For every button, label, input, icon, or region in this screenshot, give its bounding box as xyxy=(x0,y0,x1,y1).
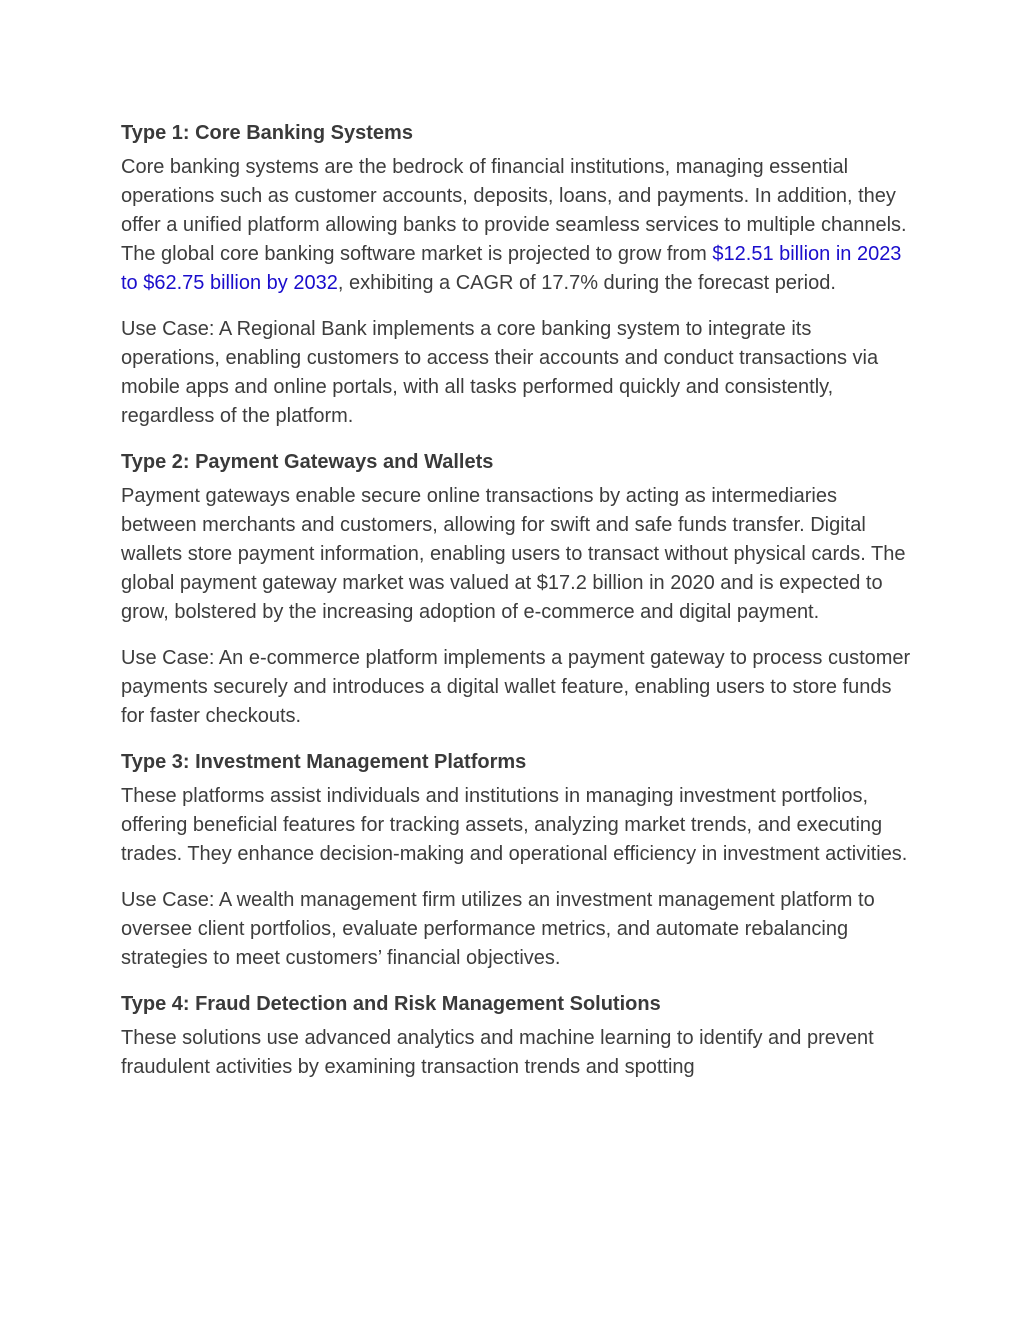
paragraph-text: , exhibiting a CAGR of 17.7% during the forecast period. xyxy=(337,272,836,294)
use-case-paragraph: Use Case: A wealth management firm utilizes an investment management platform to oversee client portfolios, evaluate performance metrics, and automate rebalancing strategies to meet customers’ financial objectives. xyxy=(121,889,875,969)
section-paragraph xyxy=(121,153,911,298)
section-heading: Type 1: Core Banking Systems xyxy=(121,122,413,144)
market-size-link[interactable]: $12.51 billion in 2023 to $62.75 billion by 2032 xyxy=(121,243,902,294)
document-page xyxy=(121,119,911,1099)
section-paragraph: Payment gateways enable secure online transactions by acting as intermediaries between merchants and customers, allowing for swift and safe funds transfer. Digital wallets store payment information, enabling users to transact without physical cards. The global payment gateway market was valued at $17.2 billion in 2020 and is expected to grow, bolstered by the increasing adoption of e-commerce and digital payment. xyxy=(121,485,906,623)
section-investment-management xyxy=(121,748,911,973)
section-paragraph: These platforms assist individuals and institutions in managing investment portfolios, offering beneficial features for tracking assets, analyzing market trends, and executing trades. They enhance decision-making and operational efficiency in investment activities. xyxy=(121,785,908,865)
section-heading: Type 2: Payment Gateways and Wallets xyxy=(121,451,494,473)
paragraph-text: Core banking systems are the bedrock of financial institutions, managing essential operations such as customer accounts, deposits, loans, and payments. In addition, they offer a unified platform allowing banks to provide seamless services to multiple channels. The global core banking software market is projected to grow from xyxy=(121,156,907,265)
section-heading: Type 3: Investment Management Platforms xyxy=(121,751,527,773)
section-fraud-detection xyxy=(121,990,911,1082)
section-heading: Type 4: Fraud Detection and Risk Management Solutions xyxy=(121,993,661,1015)
section-payment-gateways xyxy=(121,448,911,731)
use-case-paragraph: Use Case: A Regional Bank implements a core banking system to integrate its operations, enabling customers to access their accounts and conduct transactions via mobile apps and online portals, with all tasks performed quickly and consistently, regardless of the platform. xyxy=(121,318,879,427)
section-paragraph: These solutions use advanced analytics and machine learning to identify and prevent fraudulent activities by examining transaction trends and spotting xyxy=(121,1027,874,1078)
section-core-banking xyxy=(121,119,911,431)
use-case-paragraph: Use Case: An e-commerce platform implements a payment gateway to process customer payments securely and introduces a digital wallet feature, enabling users to store funds for faster checkouts. xyxy=(121,647,911,727)
